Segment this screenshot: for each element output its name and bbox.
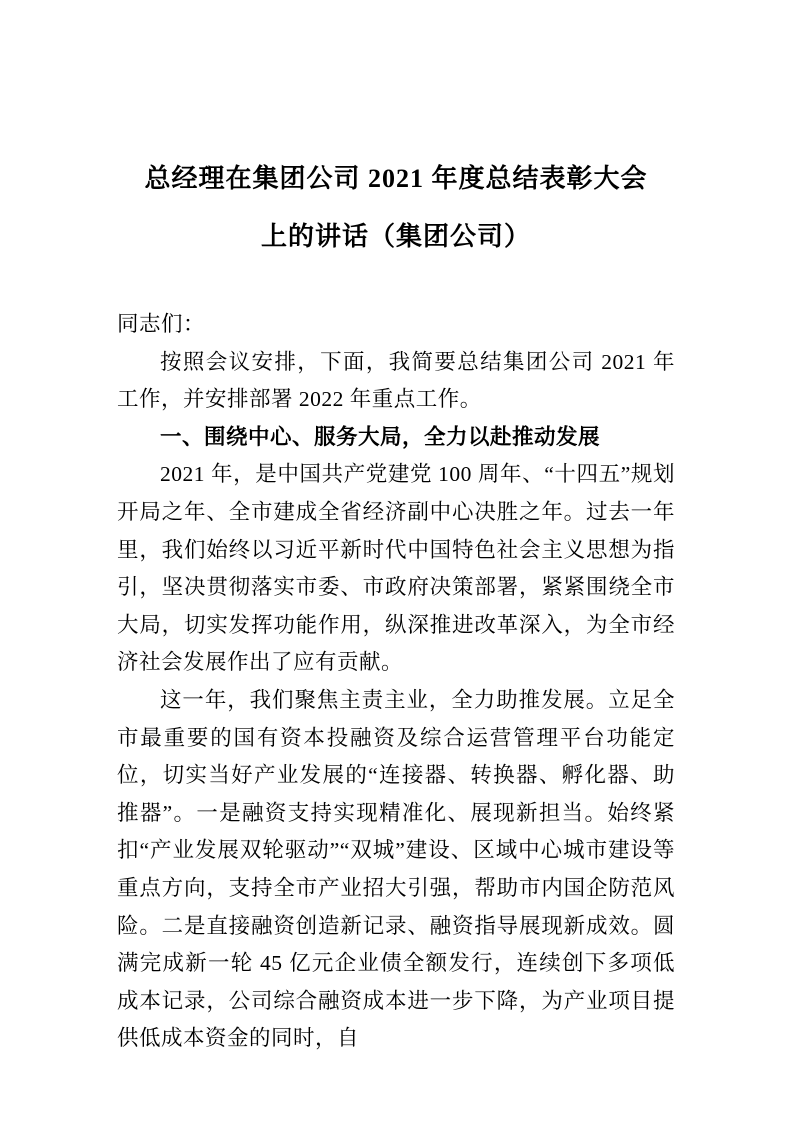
paragraph-2021-overview: 2021 年，是中国共产党建党 100 周年、“十四五”规划开局之年、全市建成全省经济副中心决胜之年。过去一年里，我们始终以习近平新时代中国特色社会主义思想为指引，坚决贯彻落实市委、市政府决策部署，紧紧围绕全市大局，切实发挥功能作用，纵深推进改革深入，为全市经济社会发展作出了应有贡献。: [117, 462, 675, 675]
paragraph-focus-main-business: 这一年，我们聚焦主责主业，全力助推发展。立足全市最重要的国有资本投融资及综合运营管理平台功能定位，切实当好产业发展的“连接器、转换器、孵化器、助推器”。一是融资支持实现精准化、展现新担当。始终紧扣“产业发展双轮驱动”“双城”建设、区域中心城市建设等重点方向，支持全市产业招大引强，帮助市内国企防范风险。二是直接融资创造新记录、融资指导展现新成效。圆满完成新一轮 45 亿元企业债全额发行，连续创下多项低成本记录，公司综合融资成本进一步下降，为产业项目提供低成本资金的同时，自: [117, 687, 675, 1051]
document-title: [117, 150, 675, 266]
paragraph-meeting-arrangement: 按照会议安排，下面，我简要总结集团公司 2021 年工作，并安排部署 2022 年重点工作。: [117, 349, 675, 412]
document-title-line-2: 上的讲话（集团公司）: [260, 222, 531, 251]
salutation: 同志们：: [117, 312, 206, 336]
section-heading-1: 一、围绕中心、服务大局，全力以赴推动发展: [160, 424, 601, 449]
document-title-line-1: 总经理在集团公司 2021 年度总结表彰大会: [144, 164, 648, 193]
document-body: [117, 306, 675, 1058]
